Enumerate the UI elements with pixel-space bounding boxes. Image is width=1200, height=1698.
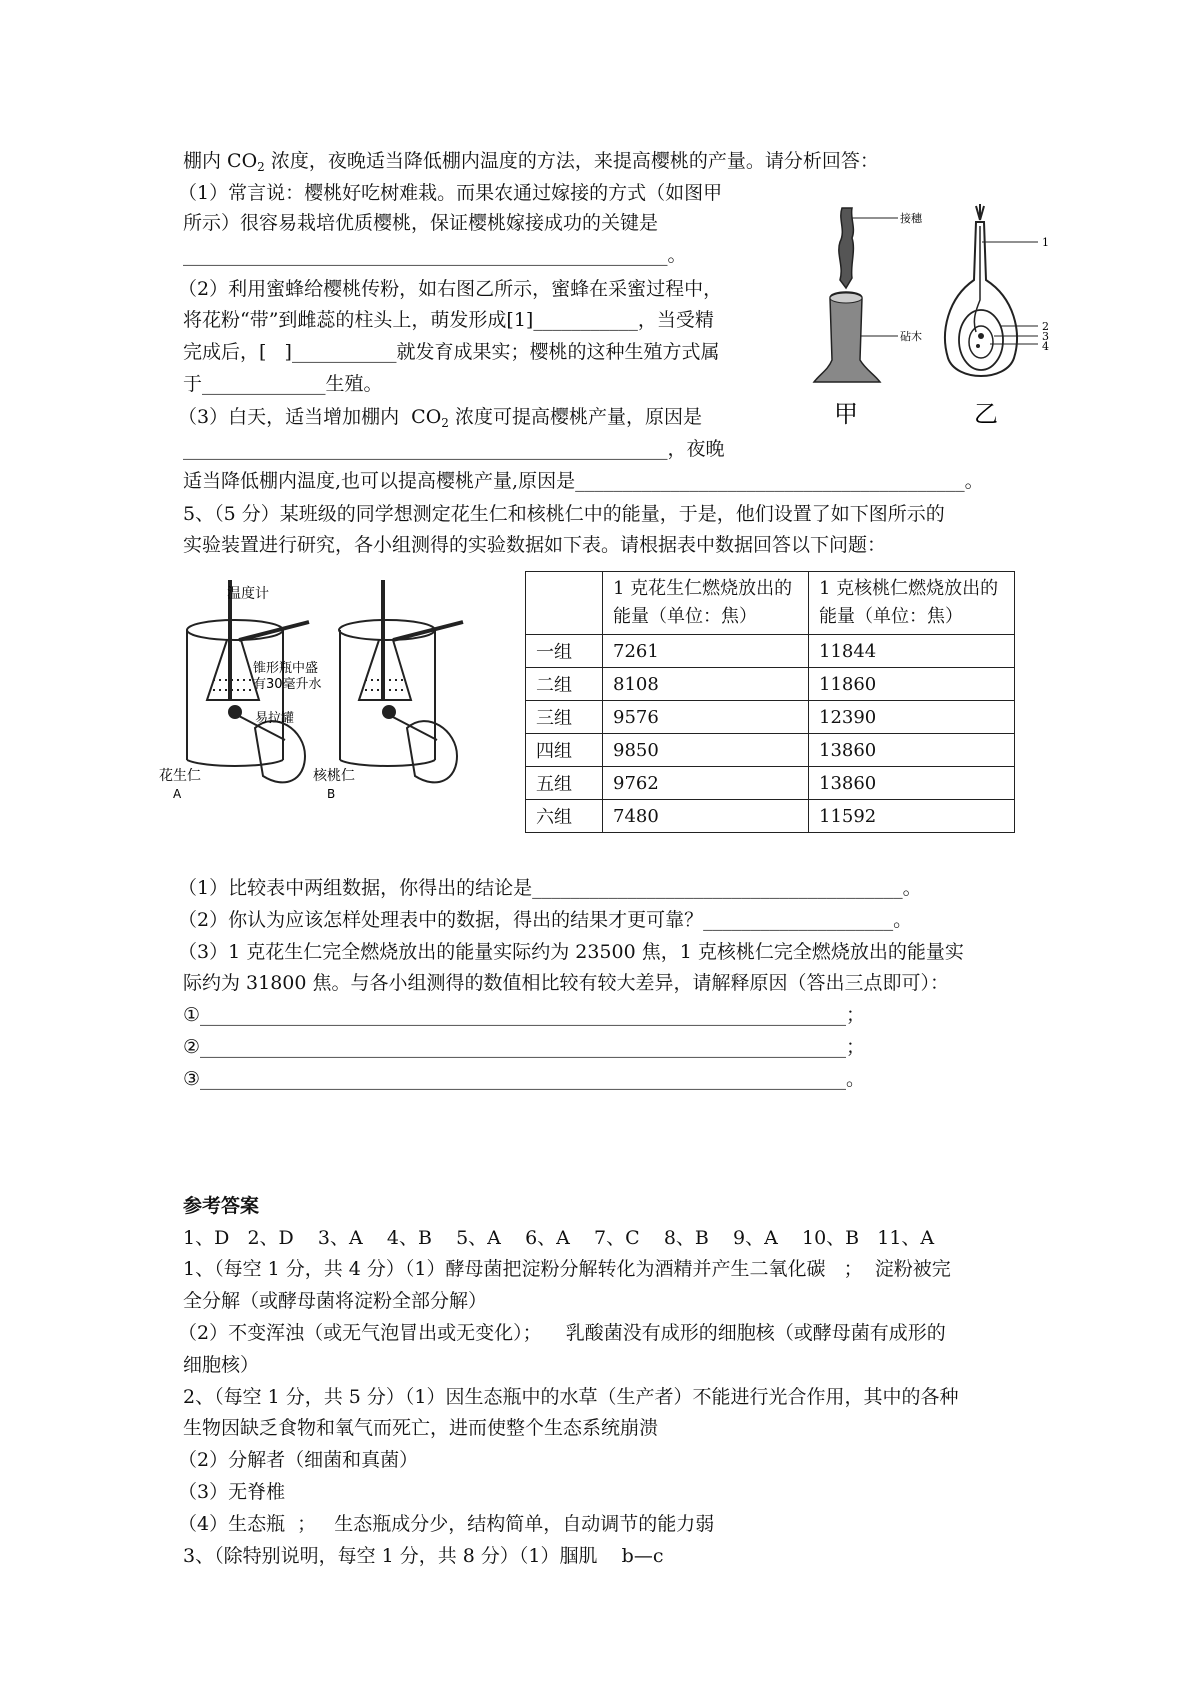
label-b: B <box>327 787 336 801</box>
table-cell: 四组 <box>526 734 603 767</box>
table-cell: 三组 <box>526 701 603 734</box>
table-cell: 二组 <box>526 668 603 701</box>
q4-p3-line3: 适当降低棚内温度,也可以提高樱桃产量,原因是_________________________________________。 <box>183 470 984 492</box>
table-cell: 11592 <box>809 800 1015 833</box>
answers-title: 参考答案 <box>183 1195 260 1217</box>
q4-p1-line2: 所示）很容易栽培优质樱桃，保证樱桃嫁接成功的关键是 <box>183 212 659 234</box>
walnut-label: 核桃仁 <box>313 768 355 784</box>
q5-line1: 5、（5 分）某班级的同学想测定花生仁和核桃仁中的能量，于是，他们设置了如下图所示的 <box>183 503 945 525</box>
pistil-illustration <box>945 204 1038 376</box>
table-row <box>526 800 1015 833</box>
calorimeter-figure <box>155 580 485 840</box>
table-cell: 9762 <box>603 767 809 800</box>
table-cell: 11844 <box>809 635 1015 668</box>
answer2-line5: （4）生态瓶 ； 生态瓶成分少，结构简单，自动调节的能力弱 <box>178 1513 715 1535</box>
table-cell: 9576 <box>603 701 809 734</box>
table-cell: 9850 <box>603 734 809 767</box>
q5-sub2: （2）你认为应该怎样处理表中的数据，得出的结果才更可靠？____________________。 <box>178 909 913 931</box>
q5-sub1: （1）比较表中两组数据，你得出的结论是_______________________________________。 <box>178 877 922 899</box>
table-cell: 五组 <box>526 767 603 800</box>
label-a: A <box>173 787 182 801</box>
answer1-line3: （2）不变浑浊（或无气泡冒出或无变化）； 乳酸菌没有成形的细胞核（或酵母菌有成形的 <box>178 1322 946 1344</box>
answer2-line2: 生物因缺乏食物和氧气而死亡，进而使整个生态系统崩溃 <box>183 1417 659 1439</box>
answer2-line3: （2）分解者（细菌和真菌） <box>178 1449 419 1471</box>
table-header-cell: 1 克花生仁燃烧放出的能量（单位：焦） <box>603 572 809 635</box>
scion-label: 接穗 <box>900 212 922 225</box>
q4-p1-line1: （1）常言说：樱桃好吃树难栽。而果农通过嫁接的方式（如图甲 <box>178 182 723 204</box>
table-cell: 六组 <box>526 800 603 833</box>
answer3-line1: 3、（除特别说明，每空 1 分，共 8 分）（1）腘肌 b—c <box>183 1545 664 1567</box>
reason-line-3: ③____________________________________________________________________。 <box>183 1068 866 1090</box>
table-cell: 12390 <box>809 701 1015 734</box>
table-row <box>526 767 1015 800</box>
stock-label: 砧木 <box>900 330 922 343</box>
answer1-line4: 细胞核） <box>183 1354 260 1376</box>
table-cell: 13860 <box>809 734 1015 767</box>
q4-p2-line1: （2）利用蜜蜂给樱桃传粉，如右图乙所示，蜜蜂在采蜜过程中， <box>178 278 723 300</box>
stock-illustration <box>814 292 898 382</box>
answer1-line2: 全分解（或酵母菌将淀粉全部分解） <box>183 1290 488 1312</box>
energy-data-table <box>525 571 1015 833</box>
table-header-cell: 1 克核桃仁燃烧放出的能量（单位：焦） <box>809 572 1015 635</box>
q4-p2-line2: 将花粉“带”到雌蕊的柱头上，萌发形成[1]___________，当受精 <box>183 309 714 331</box>
peanut-label: 花生仁 <box>159 768 201 784</box>
q4-p3-line1: （3）白天，适当增加棚内 $CO_2$ 浓度可提高樱桃产量，原因是 <box>178 406 702 430</box>
table-header-cell <box>526 572 603 635</box>
q4-intro-line: 棚内 $CO_2$ 浓度，夜晚适当降低棚内温度的方法，来提高樱桃的产量。请分析回答： <box>183 150 879 174</box>
thermometer-label: 温度计 <box>227 586 269 602</box>
flask-label-2: 有30毫升水 <box>253 677 322 692</box>
reason-line-1: ①____________________________________________________________________； <box>183 1004 866 1026</box>
answers-mc: 1、D 2、D 3、A 4、B 5、A 6、A 7、C 8、B 9、A 10、B 11、A <box>183 1227 935 1249</box>
q5-sub3-line2: 际约为 31800 焦。与各小组测得的数值相比较有较大差异，请解释原因（答出三点即可）： <box>183 972 950 994</box>
q5-sub3-line1: （3）1 克花生仁完全燃烧放出的能量实际约为 23500 焦，1 克核桃仁完全燃烧放出的能量实 <box>178 941 964 963</box>
q5-line2: 实验装置进行研究，各小组测得的实验数据如下表。请根据表中数据回答以下问题： <box>183 534 887 556</box>
label-3: 3 <box>1042 330 1049 343</box>
table-cell: 13860 <box>809 767 1015 800</box>
q4-p2-line3: 完成后，[ ]___________就发育成果实；樱桃的这种生殖方式属 <box>183 341 720 363</box>
label-4: 4 <box>1042 340 1049 353</box>
table-row <box>526 701 1015 734</box>
flask-label-1: 锥形瓶中盛 <box>253 661 319 676</box>
q4-p1-line3: ___________________________________________________。 <box>183 244 687 266</box>
table-cell: 11860 <box>809 668 1015 701</box>
table-row <box>526 635 1015 668</box>
table-row <box>526 734 1015 767</box>
q4-p2-line4: 于_____________生殖。 <box>183 373 383 395</box>
scion-illustration <box>839 208 898 288</box>
q4-p3-line2: ___________________________________________________，夜晚 <box>183 438 725 460</box>
figure-yi-label: 乙 <box>974 400 998 428</box>
grafting-flower-figure <box>800 190 1060 440</box>
table-cell: 8108 <box>603 668 809 701</box>
answer2-line1: 2、（每空 1 分，共 5 分）（1）因生态瓶中的水草（生产者）不能进行光合作用，其中的各种 <box>183 1386 959 1408</box>
reason-line-2: ②____________________________________________________________________； <box>183 1036 866 1058</box>
table-cell: 一组 <box>526 635 603 668</box>
table-cell: 7261 <box>603 635 809 668</box>
table-row <box>526 668 1015 701</box>
figure-jia-label: 甲 <box>834 400 858 428</box>
answer1-line1: 1、（每空 1 分，共 4 分）（1）酵母菌把淀粉分解转化为酒精并产生二氧化碳 ； 淀粉被完 <box>183 1258 951 1280</box>
label-1: 1 <box>1042 236 1049 249</box>
label-2: 2 <box>1042 320 1049 333</box>
table-cell: 7480 <box>603 800 809 833</box>
table-header-row <box>526 572 1015 635</box>
answer2-line4: （3）无脊椎 <box>178 1481 286 1503</box>
can-label: 易拉罐 <box>255 711 295 726</box>
